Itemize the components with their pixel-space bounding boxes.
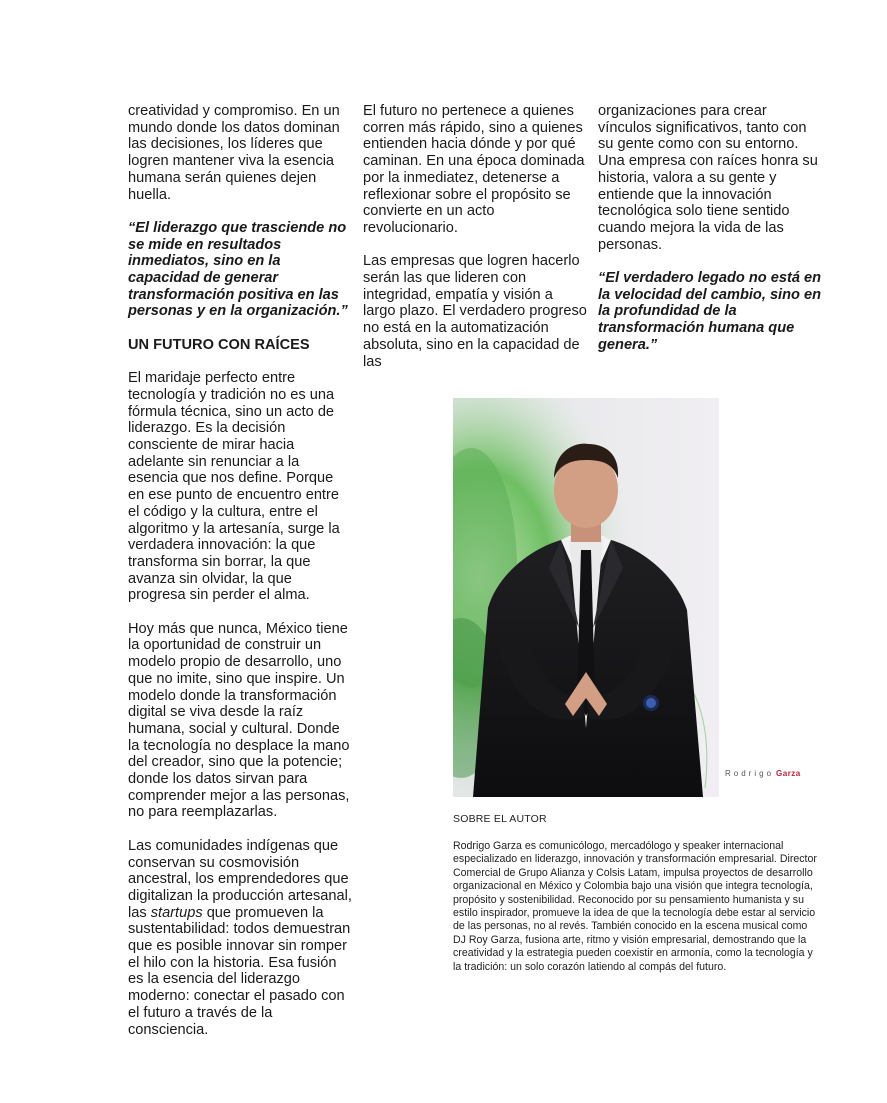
- author-portrait-illustration: [453, 398, 719, 797]
- article-column-3: [598, 103, 824, 370]
- caption-last-name: Garza: [776, 769, 801, 778]
- pull-quote: “El liderazgo que trasciende no se mide en resultados inmediatos, sino en la capacidad de generar transformación positiva en las personas y en la organización.”: [128, 219, 348, 320]
- paragraph: organizaciones para crear vínculos significativos, tanto con su gente como con su entorno. Una empresa con raíces honra su historia, valora a su gente y entiende que la innovación tecnológica solo tiene sentido cuando mejora la vida de las personas.: [598, 103, 818, 253]
- about-author-title: SOBRE EL AUTOR: [453, 813, 547, 825]
- paragraph: [128, 838, 352, 1038]
- photo-caption: [725, 769, 801, 778]
- paragraph-text: que promueven la sustentabilidad: todos demuestran que es posible innovar sin romper el hilo con la historia. Esa fusión es la esencia del liderazgo moderno: conectar el pasado con el futuro a través de la consciencia.: [128, 904, 351, 1038]
- pull-quote: “El verdadero legado no está en la velocidad del cambio, sino en la profundidad de la transformación humana que genera.”: [598, 270, 822, 353]
- article-column-1: [128, 103, 352, 1055]
- section-heading: UN FUTURO CON RAÍCES: [128, 336, 310, 353]
- paragraph: El futuro no pertenece a quienes corren más rápido, sino a quienes entienden hacia dónde y por qué caminan. En una época dominada por la inmediatez, detenerse a reflexionar sobre el propósito se convierte en un acto revolucionario.: [363, 103, 585, 236]
- article-column-2: [363, 103, 587, 387]
- paragraph: Las empresas que logren hacerlo serán las que lideren con integridad, empatía y visión a largo plazo. El verdadero progreso no está en la automatización absoluta, sino en la capacidad de las: [363, 253, 587, 370]
- caption-first-name: Rodrigo: [725, 769, 775, 778]
- about-author-bio: Rodrigo Garza es comunicólogo, mercadólogo y speaker internacional especializado en liderazgo, innovación y transformación empresarial. Director Comercial de Grupo Alianza y Colsis Latam, impulsa proyectos de desarrollo organizacional en México y Colombia bajo una visión que integra tecnología, propósito y sostenibilidad. Reconocido por su pensamiento humanista y su estilo inspirador, promueve la idea de que la tecnología debe estar al servicio de las personas, no al revés. También conocido en la escena musical como DJ Roy Garza, fusiona arte, ritmo y visión empresarial, demostrando que la creatividad y la estrategia pueden coexistir en armonía, como la tecnología y la tradición: un solo corazón latiendo al compás del futuro.: [453, 840, 817, 973]
- author-photo: [453, 398, 719, 797]
- paragraph: creatividad y compromiso. En un mundo donde los datos dominan las decisiones, los líderes que logren mantener viva la esencia humana serán quienes dejen huella.: [128, 103, 340, 203]
- paragraph: Hoy más que nunca, México tiene la oportunidad de construir un modelo propio de desarrollo, uno que no imite, sino que inspire. Un modelo donde la transformación digital se viva desde la raíz humana, social y cultural. Donde la tecnología no desplace la mano del creador, sino que la potencie; donde los datos sirvan para comprender mejor a las personas, no para reemplazarlas.: [128, 620, 350, 821]
- italic-term: startups: [150, 904, 203, 921]
- paragraph-text: Las comunidades indígenas que conservan su cosmovisión ancestral, los emprendedores que digitalizan la producción artesanal, las: [128, 837, 352, 921]
- paragraph: El maridaje perfecto entre tecnología y tradición no es una fórmula técnica, sino un acto de liderazgo. Es la decisión consciente de mirar hacia adelante sin renunciar a la esencia que nos define. Porque en ese punto de encuentro entre el código y la cultura, entre el algoritmo y la artesanía, surge la verdadera innovación: la que transforma sin borrar, la que avanza sin olvidar, la que progresa sin perder el alma.: [128, 370, 340, 604]
